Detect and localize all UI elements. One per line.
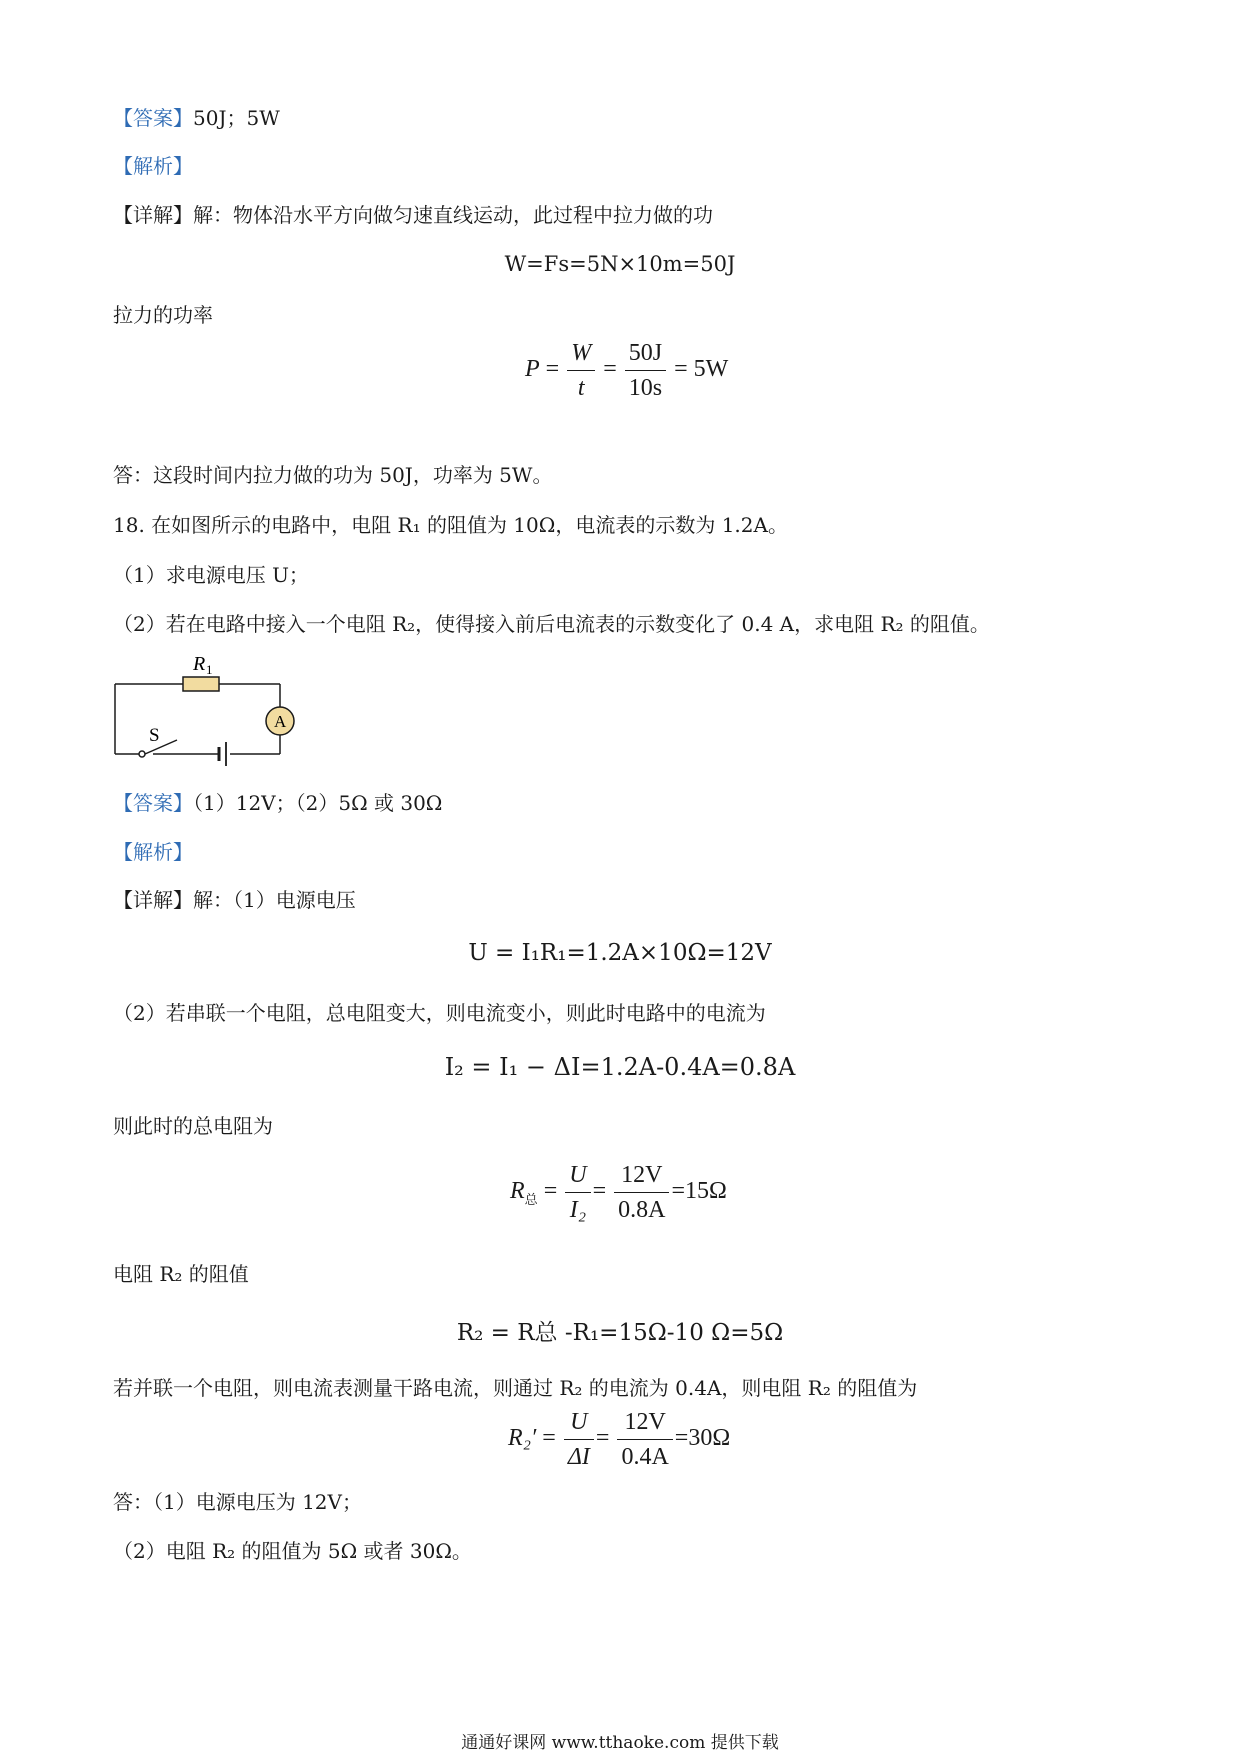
analysis-tag: 【解析】: [113, 154, 193, 178]
fraction-numerator: U: [564, 1407, 594, 1440]
fraction-denominator: I₂: [569, 1197, 587, 1223]
analysis-tag-17: [113, 152, 193, 180]
eq-rhs: =30Ω: [674, 1425, 731, 1452]
eq-rhs: 5W: [693, 356, 729, 383]
resistor-subscript: 1: [206, 662, 213, 677]
fraction: [614, 1160, 669, 1225]
fraction-denominator: ΔI: [567, 1444, 590, 1470]
fraction-denominator: 0.4A: [621, 1444, 669, 1470]
conclusion-18-part1: 答：（1）电源电压为 12V；: [113, 1490, 362, 1514]
power-label: 拉力的功率: [113, 303, 213, 327]
equation-total-resistance: $R_总$ = $\frac{U}{\text{I₂}}$ = $\frac{12V}{0.8A}$ =15Ω: [510, 1162, 727, 1223]
answer-tag: 【答案】: [113, 106, 193, 130]
fraction-denominator: t: [577, 375, 585, 401]
detail-line-17: [113, 201, 713, 229]
answer-line-18: [113, 789, 442, 817]
analysis-tag-18: [113, 838, 193, 866]
fraction-numerator: 12V: [617, 1407, 672, 1440]
fraction-numerator: U: [565, 1160, 590, 1193]
question-part2: （2）若在电路中接入一个电阻 R₂，使得接入前后电流表的示数变化了 0.4 A，求电阻 R₂ 的阻值。: [113, 612, 990, 636]
r2-label: 电阻 R₂ 的阻值: [113, 1262, 249, 1286]
resistor-label: R: [193, 653, 206, 675]
equation-work: W=Fs=5N×10m=50J: [504, 252, 736, 276]
analysis-tag: 【解析】: [113, 840, 193, 864]
equation-power: P = $\frac{W}{t}$ = $\frac{50J}{10s}$ = 5W: [525, 340, 729, 401]
fraction-denominator: 0.8A: [618, 1197, 666, 1223]
eq-rhs: =15Ω: [671, 1178, 727, 1205]
resistor-symbol: [183, 677, 219, 691]
equation-r2: R₂ = R总 -R₁=15Ω-10 Ω=5Ω: [456, 1320, 784, 1346]
circuit-diagram: [105, 646, 305, 776]
equation-r2-parallel: R₂′ = $\frac{U}{\Delta I}$ = $\frac{12V}{0.4A}$ =30Ω: [508, 1409, 731, 1470]
conclusion-18-part2: （2）电阻 R₂ 的阻值为 5Ω 或者 30Ω。: [113, 1539, 472, 1563]
fraction: [625, 338, 666, 403]
equation-current: I₂ = I₁ − ΔI=1.2A-0.4A=0.8A: [444, 1053, 796, 1081]
footer-watermark: 通通好课网 www.tthaoke.com 提供下载: [461, 1733, 779, 1753]
answer-text: （1）12V；（2）5Ω 或 30Ω: [193, 791, 443, 815]
detail-line-18: [113, 886, 356, 914]
detail-tag: 【详解】: [113, 203, 193, 227]
fraction-denominator: 10s: [628, 375, 663, 401]
fraction-numerator: 50J: [625, 338, 666, 371]
eq-lhs: P: [525, 356, 540, 383]
eq-lhs-subscript: 总: [524, 1191, 538, 1207]
eq-lhs: R₂′: [508, 1425, 537, 1452]
conclusion-17: 答：这段时间内拉力做的功为 50J，功率为 5W。: [113, 463, 553, 487]
answer-text: 50J；5W: [193, 106, 280, 130]
switch-label: S: [149, 725, 160, 746]
ammeter-label: A: [274, 712, 287, 731]
detail-tag: 【详解】: [113, 888, 193, 912]
series-text: （2）若串联一个电阻，总电阻变大，则电流变小，则此时电路中的电流为: [113, 1001, 766, 1025]
detail-text: 解：（1）电源电压: [193, 888, 356, 912]
fraction: [617, 1407, 672, 1472]
fraction-numerator: W: [567, 338, 595, 371]
question-stem-18: 18. 在如图所示的电路中，电阻 R₁ 的阻值为 10Ω，电流表的示数为 1.2A。: [113, 513, 788, 537]
answer-tag: 【答案】: [113, 791, 193, 815]
total-resistance-label: 则此时的总电阻为: [113, 1114, 273, 1138]
parallel-text: 若并联一个电阻，则电流表测量干路电流，则通过 R₂ 的电流为 0.4A，则电阻 R₂ 的阻值为: [113, 1376, 918, 1400]
fraction: [567, 338, 595, 403]
fraction-numerator: 12V: [614, 1160, 669, 1193]
eq-lhs: R: [510, 1178, 525, 1205]
detail-text: 解：物体沿水平方向做匀速直线运动，此过程中拉力做的功: [193, 203, 713, 227]
fraction: [565, 1160, 590, 1225]
fraction: [564, 1407, 594, 1472]
answer-line-17: [113, 104, 280, 132]
question-part1: （1）求电源电压 U；: [113, 563, 309, 587]
equation-voltage: U = I₁R₁=1.2A×10Ω=12V: [468, 940, 772, 966]
